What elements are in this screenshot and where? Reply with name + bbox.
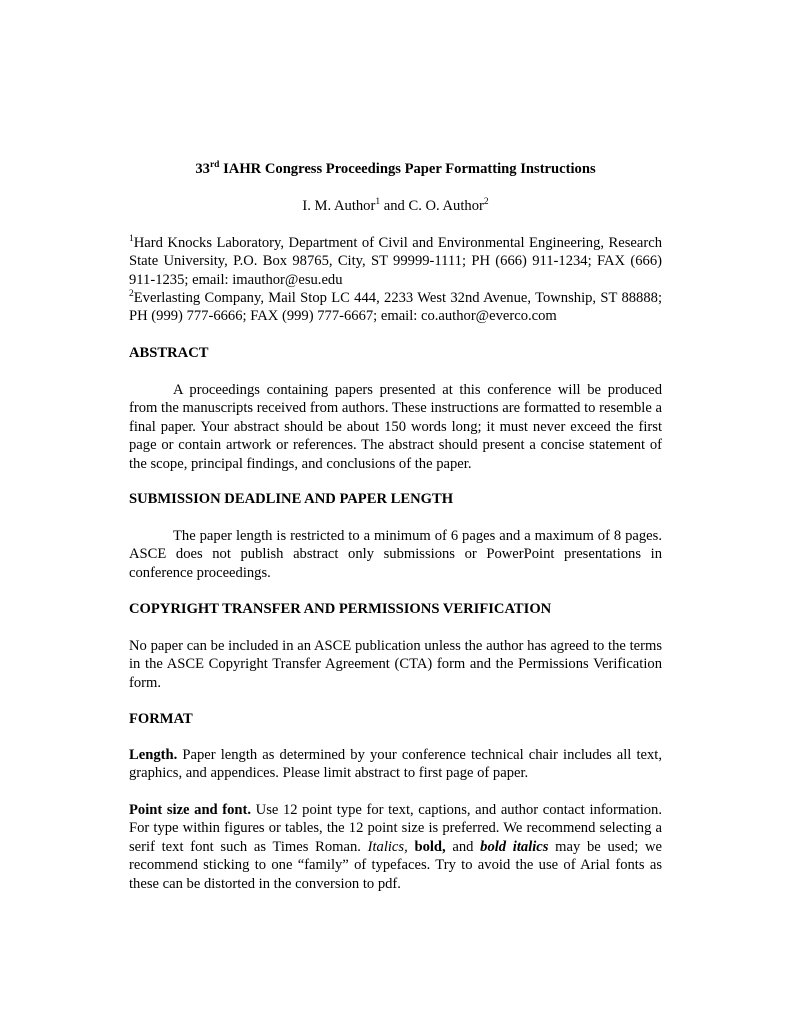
author-1: I. M. Author <box>302 198 376 214</box>
point-size-text-2: may be used; we recommend sticking to one “family” of typefaces. Try to avoid the use of Arial fonts as these can be distorted in the conversion to pdf. <box>129 838 662 892</box>
abstract-heading: ABSTRACT <box>129 345 209 361</box>
author-2-sup: 2 <box>483 197 489 207</box>
author-line <box>129 197 662 215</box>
length-paragraph <box>129 746 662 783</box>
deadline-text: The paper length is restricted to a minimum of 6 pages and a maximum of 8 pages. ASCE does not publish abstract only submissions or PowerPoint presentations in conference proceedings. <box>129 528 662 581</box>
bold-example: bold, <box>414 838 446 855</box>
format-heading: FORMAT <box>129 711 193 727</box>
affiliation-1-sup: 1 <box>129 234 134 244</box>
affiliation-1 <box>129 234 662 289</box>
author-2: and C. O. Author <box>380 198 484 214</box>
length-text: Paper length as determined by your conference technical chair includes all text, graphics, and appendices. Please limit abstract to first page of paper. <box>129 747 662 782</box>
affiliation-2-text: Everlasting Company, Mail Stop LC 444, 2233 West 32nd Avenue, Township, ST 88888; PH (999) 777-6666; FAX (999) 777-6667; email: co.author@everco.com <box>129 290 662 325</box>
title-prefix: 33 <box>195 161 210 177</box>
point-size-text-1: Use 12 point type for text, captions, and author contact information. For type within figures or tables, the 12 point size is preferred. We recommend selecting a serif text font such as Times Roman. <box>129 802 662 855</box>
title-rest: IAHR Congress Proceedings Paper Formatting Instructions <box>219 161 596 177</box>
affiliation-2-sup: 2 <box>129 289 134 299</box>
point-and: and <box>445 838 481 855</box>
copyright-heading: COPYRIGHT TRANSFER AND PERMISSIONS VERIFICATION <box>129 601 552 617</box>
affiliation-1-text: Hard Knocks Laboratory, Department of Civil and Environmental Engineering, Research State University, P.O. Box 98765, City, ST 99999-1111; PH (666) 911-1234; FAX (666) 911-1235; email: imauthor@esu.edu <box>129 235 662 288</box>
deadline-heading: SUBMISSION DEADLINE AND PAPER LENGTH <box>129 491 454 507</box>
length-label: Length. <box>129 747 178 763</box>
paper-title <box>129 160 662 178</box>
bold-italics-example: bold italics <box>480 838 549 855</box>
abstract-text: A proceedings containing papers presented at this conference will be produced from the manuscripts received from authors. These instructions are formatted to resemble a final paper. Your abstract should be about 150 words long; it must never exceed the first page or contain artwork or references. The abstract should present a concise statement of the scope, principal findings, and conclusions of the paper. <box>129 382 662 472</box>
italics-example: Italics, <box>367 838 408 855</box>
point-size-label: Point size and font. <box>129 802 252 818</box>
title-superscript: rd <box>209 160 220 170</box>
copyright-text: No paper can be included in an ASCE publication unless the author has agreed to the terms in the ASCE Copyright Transfer Agreement (CTA) form and the Permissions Verification form. <box>129 638 662 691</box>
author-1-sup: 1 <box>375 197 381 207</box>
point-size-paragraph <box>129 801 662 893</box>
affiliation-2 <box>129 289 662 326</box>
